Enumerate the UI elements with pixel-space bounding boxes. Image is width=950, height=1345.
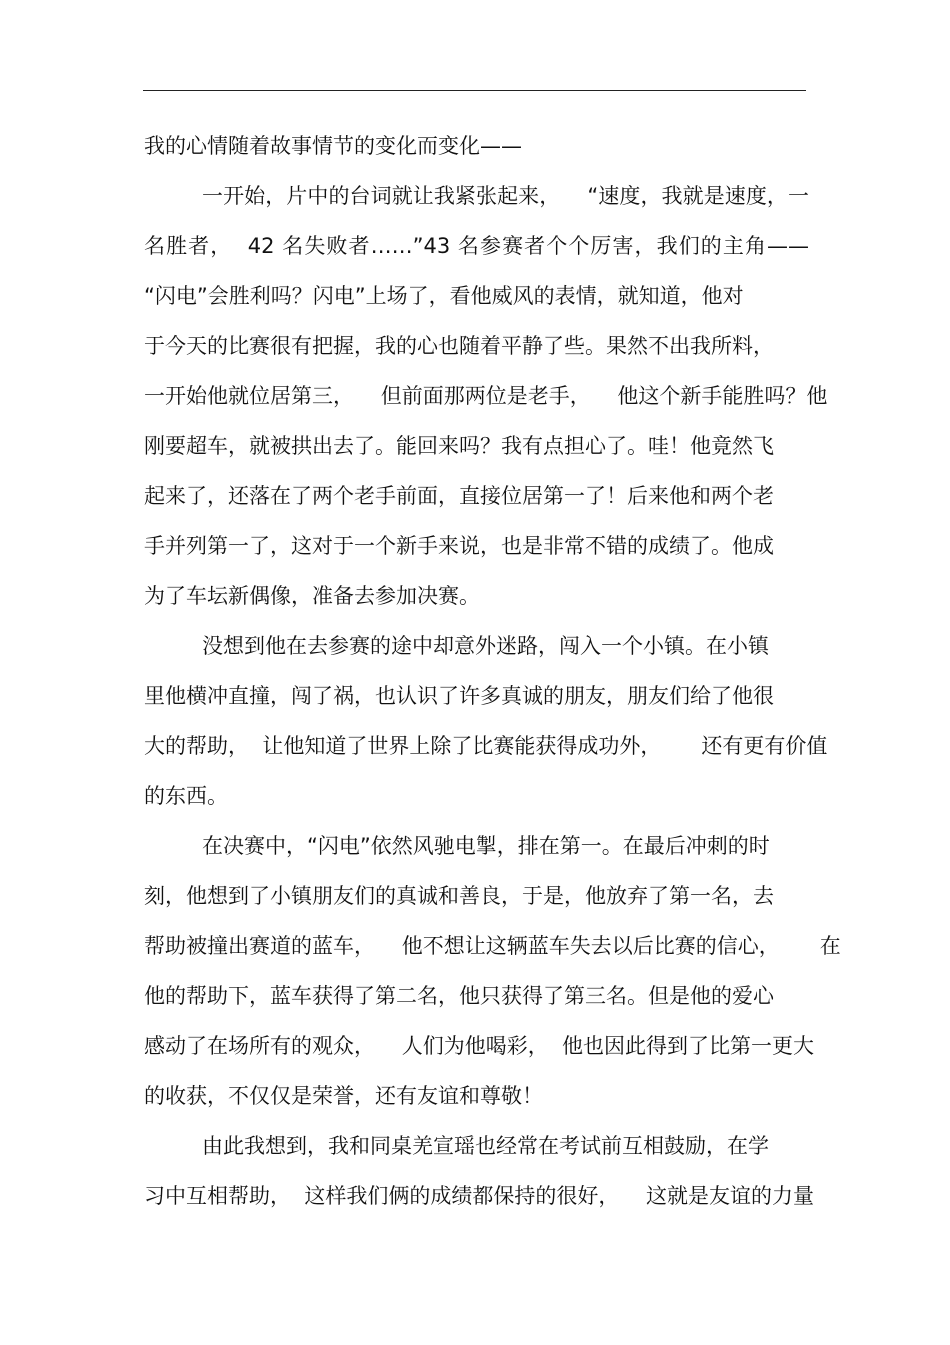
text-line: 起来了，还落在了两个老手前面，直接位居第一了！后来他和两个老 <box>144 484 774 508</box>
text-line: 我的心情随着故事情节的变化而变化—— <box>144 134 522 158</box>
body-text <box>144 121 841 1221</box>
header-rule <box>143 90 806 91</box>
text-line: “闪电”会胜利吗？闪电”上场了，看他威风的表情，就知道，他对 <box>144 284 744 308</box>
paragraph-first-line: 由此我想到，我和同桌羌宣瑶也经常在考试前互相鼓励，在学 <box>202 1134 769 1158</box>
text-line: 他的帮助下，蓝车获得了第二名，他只获得了第三名。但是他的爱心 <box>144 984 774 1008</box>
text-line: 习中互相帮助， 这样我们俩的成绩都保持的很好， 这就是友谊的力量 <box>144 1184 815 1208</box>
text-line: 的收获，不仅仅是荣誉，还有友谊和尊敬！ <box>144 1084 543 1108</box>
paragraph-first-line: 一开始，片中的台词就让我紧张起来， “速度，我就是速度，一 <box>202 184 809 208</box>
paragraph-first-line: 没想到他在去参赛的途中却意外迷路，闯入一个小镇。在小镇 <box>202 634 769 658</box>
text-line: 大的帮助， 让他知道了世界上除了比赛能获得成功外， 还有更有价值 <box>144 734 828 758</box>
text-line: 于今天的比赛很有把握，我的心也随着平静了些。果然不出我所料， <box>144 334 774 358</box>
text-line: 刻，他想到了小镇朋友们的真诚和善良，于是，他放弃了第一名，去 <box>144 884 774 908</box>
text-line: 刚要超车，就被拱出去了。能回来吗？我有点担心了。哇！他竟然飞 <box>144 434 774 458</box>
text-line: 手并列第一了，这对于一个新手来说，也是非常不错的成绩了。他成 <box>144 534 774 558</box>
text-line: 一开始他就位居第三， 但前面那两位是老手， 他这个新手能胜吗？他 <box>144 384 828 408</box>
text-line: 帮助被撞出赛道的蓝车， 他不想让这辆蓝车失去以后比赛的信心， 在 <box>144 934 841 958</box>
text-line: 名胜者， 42 名失败者……”43 名参赛者个个厉害，我们的主角—— <box>144 234 809 258</box>
text-line: 感动了在场所有的观众， 人们为他喝彩， 他也因此得到了比第一更大 <box>144 1034 815 1058</box>
text-line: 的东西。 <box>144 784 228 808</box>
text-line: 为了车坛新偶像，准备去参加决赛。 <box>144 584 480 608</box>
paragraph-first-line: 在决赛中，“闪电”依然风驰电掣，排在第一。在最后冲刺的时 <box>202 834 770 858</box>
text-line: 里他横冲直撞，闯了祸，也认识了许多真诚的朋友，朋友们给了他很 <box>144 684 774 708</box>
